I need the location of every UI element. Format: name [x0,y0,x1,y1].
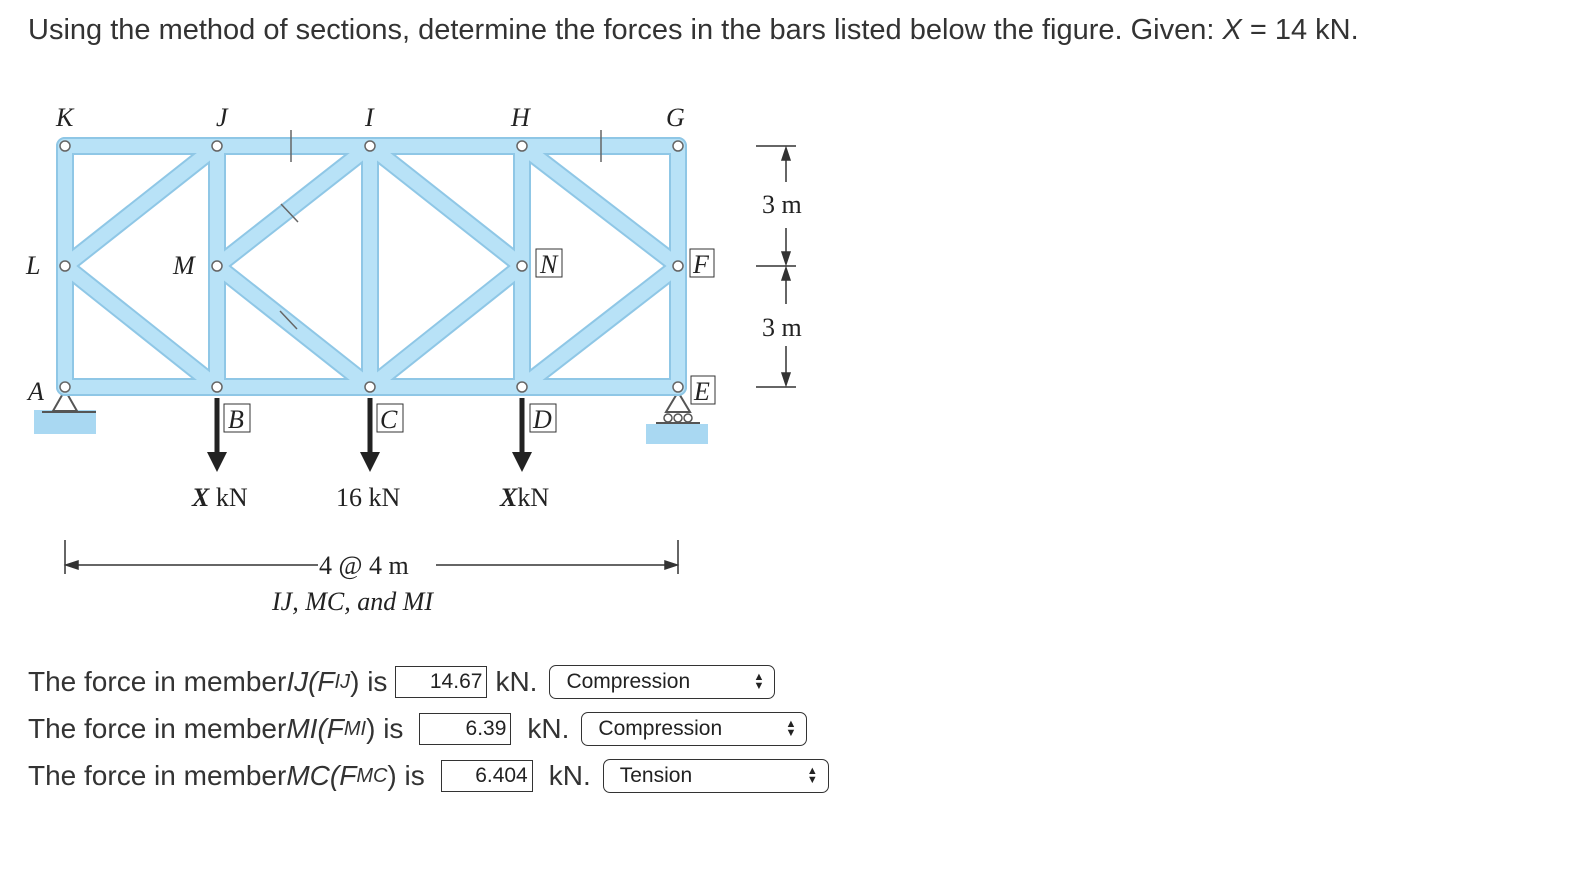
node-label-k: K [56,103,74,132]
select-value: Tension [619,764,693,787]
select-value: Compression [566,670,691,693]
answer-row-ij [28,662,775,702]
unit-label: kN. [495,666,538,697]
force-symbol: (F [308,666,335,697]
answer-row-mc [28,756,829,796]
node-label-a: A [28,377,44,406]
force-symbol-close: ) is [366,713,404,744]
answer-prefix: The force in member [28,713,287,744]
node-label-i: I [365,103,374,132]
problem-text-before: Using the method of sections, determine the forces in the bars listed below the figure. Given: [28,14,1223,46]
member-name: IJ [286,666,309,697]
bars-caption: IJ, MC, and MI [272,587,434,616]
support-base-a [34,410,96,434]
node-label-j: J [216,103,228,132]
member-df [522,266,678,387]
node-label-h: H [511,103,530,132]
load-b-unit: kN [209,483,248,512]
select-value: Compression [598,717,723,740]
problem-text-after: = 14 kN. [1241,14,1359,46]
force-mi-type-select[interactable] [581,712,807,746]
unit-label: kN. [527,713,570,744]
load-label-d [499,483,549,512]
vertical-dimension [756,146,796,387]
force-subscript: MI [343,717,367,740]
answer-row-mi [28,709,807,749]
dim-label-span: 4 @ 4 m [319,551,409,580]
load-d-unit: kN [517,483,550,512]
member-hf [522,146,678,266]
force-symbol-close: ) is [387,760,425,791]
force-mi-input[interactable]: 6.39 [419,713,511,745]
node-label-n: N [540,250,558,279]
load-b-var: X [192,483,210,512]
load-label-b [191,483,248,512]
support-base-e [646,424,708,444]
member-lb [65,266,217,387]
load-label-c: 16 kN [336,483,401,512]
force-subscript: MC [356,764,388,787]
member-name: MC [286,760,330,791]
force-mc-type-select[interactable] [603,759,829,793]
updown-arrows-icon: ▲ ▼ [753,671,765,692]
answer-prefix: The force in member [28,760,287,791]
node-label-f: F [693,250,709,279]
node-label-b: B [228,405,244,434]
force-symbol-close: ) is [350,666,388,697]
member-in [370,146,522,266]
member-mi [217,146,370,266]
load-d-var: X [500,483,518,512]
force-ij-input[interactable]: 14.67 [395,666,487,698]
member-mc [217,266,370,387]
node-label-m: M [173,251,195,280]
unit-label: kN. [548,760,591,791]
force-ij-type-select[interactable] [549,665,775,699]
member-cn [370,266,522,387]
problem-variable: X [1222,14,1242,46]
force-mc-input[interactable]: 6.404 [441,760,533,792]
node-label-c: C [380,405,398,434]
updown-arrows-icon: ▲ ▼ [785,718,797,739]
answer-prefix: The force in member [28,666,287,697]
member-lj [65,146,217,266]
load-arrow-d [512,398,532,472]
member-name: MI [286,713,318,744]
force-symbol: (F [317,713,344,744]
node-label-g: G [666,103,685,132]
truss-figure [0,90,840,630]
dim-label-top: 3 m [762,190,802,219]
updown-arrows-icon: ▲ ▼ [806,765,818,786]
force-subscript: IJ [334,670,351,693]
force-symbol: (F [329,760,357,791]
node-label-l: L [26,251,41,280]
node-label-e: E [694,377,710,406]
node-label-d: D [533,405,552,434]
dim-label-bottom: 3 m [762,313,802,342]
problem-statement [28,10,1359,50]
